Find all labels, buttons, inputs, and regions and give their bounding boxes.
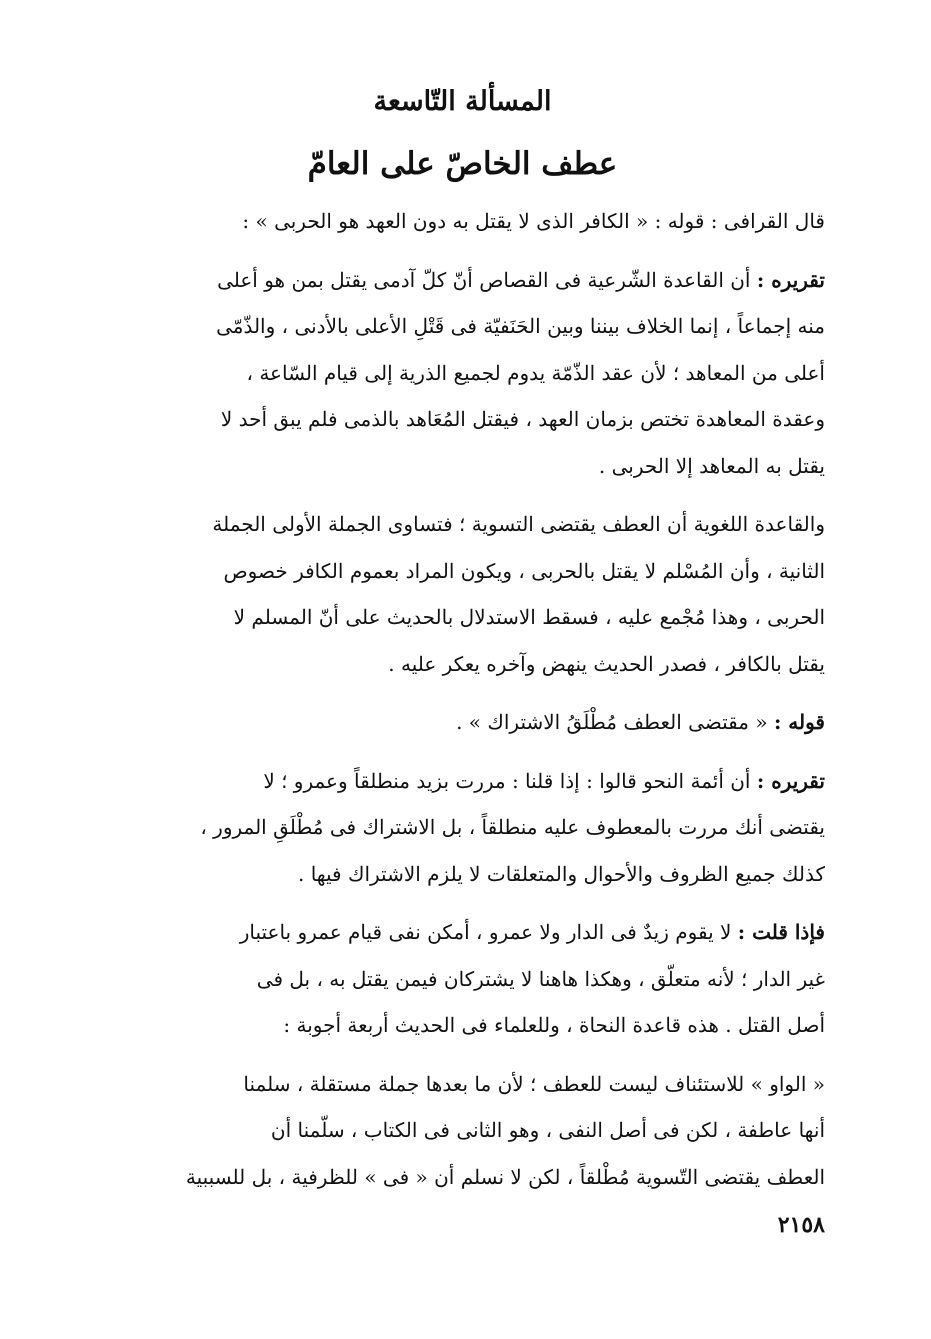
book-page [100, 0, 825, 1339]
paragraph-4 [100, 699, 825, 746]
page-number: ٢١٥٨ [777, 1212, 825, 1238]
body-text [100, 198, 825, 1212]
paragraph-3 [100, 501, 825, 687]
paragraph-7 [100, 1061, 825, 1201]
paragraph-6 [100, 909, 825, 1049]
text-line: والقاعدة اللغوية أن العطف يقتضى التسوية ؛ فتساوى الجملة الأولى الجملة [212, 512, 825, 536]
paragraph-2 [100, 257, 825, 490]
text-line: أصل القتل . هذه قاعدة النحاة ، وللعلماء فى الحديث أربعة أجوبة : [283, 1013, 825, 1037]
text-line: تقريره : أن أئمة النحو قالوا : إذا قلنا : مررت بزيد منطلقاً وعمرو ؛ لا [263, 768, 825, 793]
text-line: تقريره : أن القاعدة الشّرعية فى القصاص أنّ كلّ آدمى يقتل بمن هو أعلى [217, 267, 825, 292]
text-line: غير الدار ؛ لأنه متعلّق ، وهكذا هاهنا لا يشتركان فيمن يقتل به ، بل فى [256, 966, 825, 991]
text-line: قوله : « مقتضى العطف مُطْلَقُ الاشتراك » . [456, 710, 825, 734]
text-line: الثانية ، وأن المُسْلم لا يقتل بالحربى ، ويكون المراد بعموم الكافر خصوص [223, 558, 825, 583]
text-line: أعلى من المعاهد ؛ لأن عقد الذّمّة يدوم لجميع الذرية إلى قيام السّاعة ، [246, 360, 825, 385]
paragraph-5 [100, 758, 825, 898]
text-line: فإذا قلت : لا يقوم زيدٌ فى الدار ولا عمرو ، أمكن نفى قيام عمرو باعتبار [239, 920, 825, 944]
text-line: أنها عاطفة ، لكن فى أصل النفى ، وهو الثانى فى الكتاب ، سلّمنا أن [270, 1118, 825, 1142]
text-line: قال القرافى : قوله : « الكافر الذى لا يقتل به دون العهد هو الحربى » : [242, 209, 825, 233]
paragraph-label: قوله : [773, 710, 825, 734]
text-line: يقتضى أنك مررت بالمعطوف عليه منطلقاً ، بل الاشتراك فى مُطْلَقِ المرور ، [200, 815, 825, 839]
section-subtitle: عطف الخاصّ على العامّ [307, 146, 618, 182]
paragraph-1 [100, 198, 825, 245]
paragraph-label: تقريره : [756, 768, 825, 793]
text-line: العطف يقتضى التّسوية مُطْلقاً ، لكن لا نسلم أن « فى » للظرفية ، بل للسببية [185, 1164, 825, 1189]
text-line: كذلك جميع الظروف والأحوال والمتعلقات لا يلزم الاشتراك فيها . [297, 861, 825, 886]
text-line: الحربى ، وهذا مُجْمع عليه ، فسقط الاستدلال بالحديث على أنّ المسلم لا [233, 605, 825, 629]
text-line: يقتل به المعاهد إلا الحربى . [598, 453, 825, 478]
text-line: يقتل بالكافر ، فصدر الحديث ينهض وآخره يعكر عليه . [388, 651, 825, 676]
text-line: وعقدة المعاهدة تختص بزمان العهد ، فيقتل المُعَاهد بالذمى فلم يبق أحد لا [220, 407, 825, 431]
text-line: « الواو » للاستئناف ليست للعطف ؛ لأن ما بعدها جملة مستقلة ، سلمنا [243, 1071, 825, 1096]
text-line: منه إجماعاً ، إنما الخلاف بيننا وبين الحَنَفيّة فى قَتْلِ الأعلى بالأدنى ، والذّمّى [216, 314, 825, 338]
chapter-title: المسألة التّاسعة [373, 86, 552, 117]
paragraph-label: فإذا قلت : [737, 920, 825, 944]
paragraph-label: تقريره : [756, 267, 825, 292]
